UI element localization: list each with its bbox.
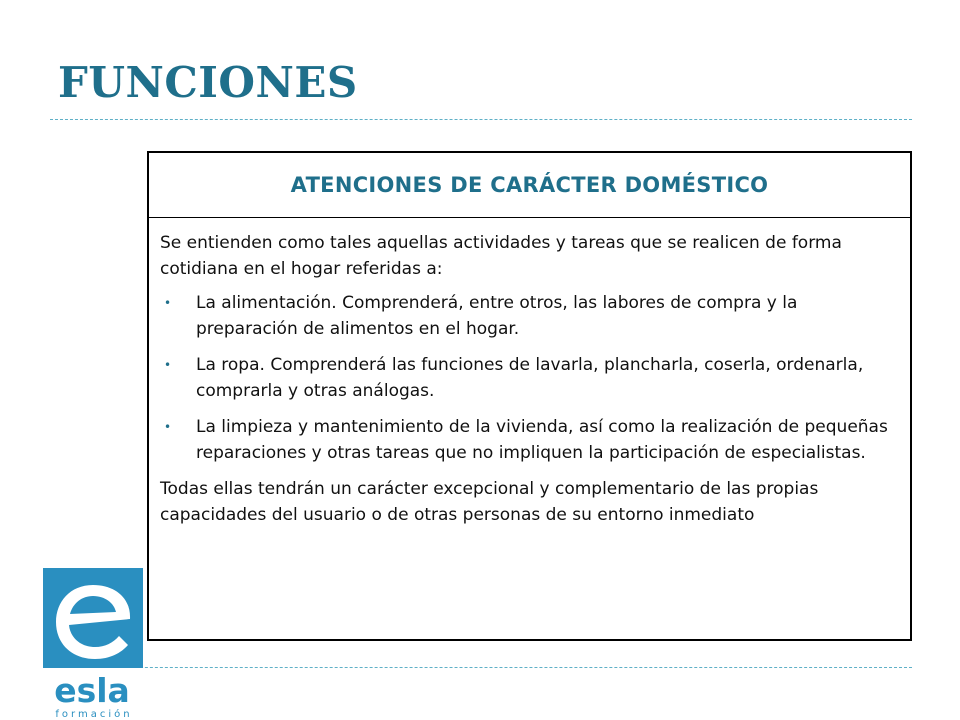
slide-title: FUNCIONES — [58, 58, 358, 107]
list-item-text: La alimentación. Comprenderá, entre otros, las labores de compra y la preparación de alimentos en el hogar. — [196, 293, 798, 339]
esla-logo — [40, 565, 150, 720]
bullet-icon: • — [164, 358, 172, 372]
box-header — [149, 153, 910, 218]
list-item — [160, 290, 900, 342]
bullet-icon: • — [164, 420, 172, 434]
top-divider — [50, 119, 912, 120]
intro-text: Se entienden como tales aquellas actividades y tareas que se realicen de forma cotidiana en el hogar referidas a: — [160, 233, 842, 279]
box-title: ATENCIONES DE CARÁCTER DOMÉSTICO — [290, 173, 769, 197]
closing-text: Todas ellas tendrán un carácter excepcional y complementario de las propias capacidades del usuario o de otras personas de su entorno inmediato — [160, 479, 819, 525]
box-body — [149, 218, 910, 528]
content-box — [147, 151, 912, 641]
list-item-text: La ropa. Comprenderá las funciones de lavarla, plancharla, coserla, ordenarla, comprarla y otras análogas. — [196, 355, 864, 401]
logo-tagline: formación — [55, 709, 133, 720]
list-item — [160, 414, 900, 466]
logo-wordmark: esla — [54, 671, 130, 710]
bottom-divider — [50, 667, 912, 668]
list-item — [160, 352, 900, 404]
bullet-icon: • — [164, 296, 172, 310]
bullet-list — [160, 290, 900, 466]
list-item-text: La limpieza y mantenimiento de la vivienda, así como la realización de pequeñas reparaciones y otras tareas que no impliquen la participación de especialistas. — [196, 417, 888, 463]
